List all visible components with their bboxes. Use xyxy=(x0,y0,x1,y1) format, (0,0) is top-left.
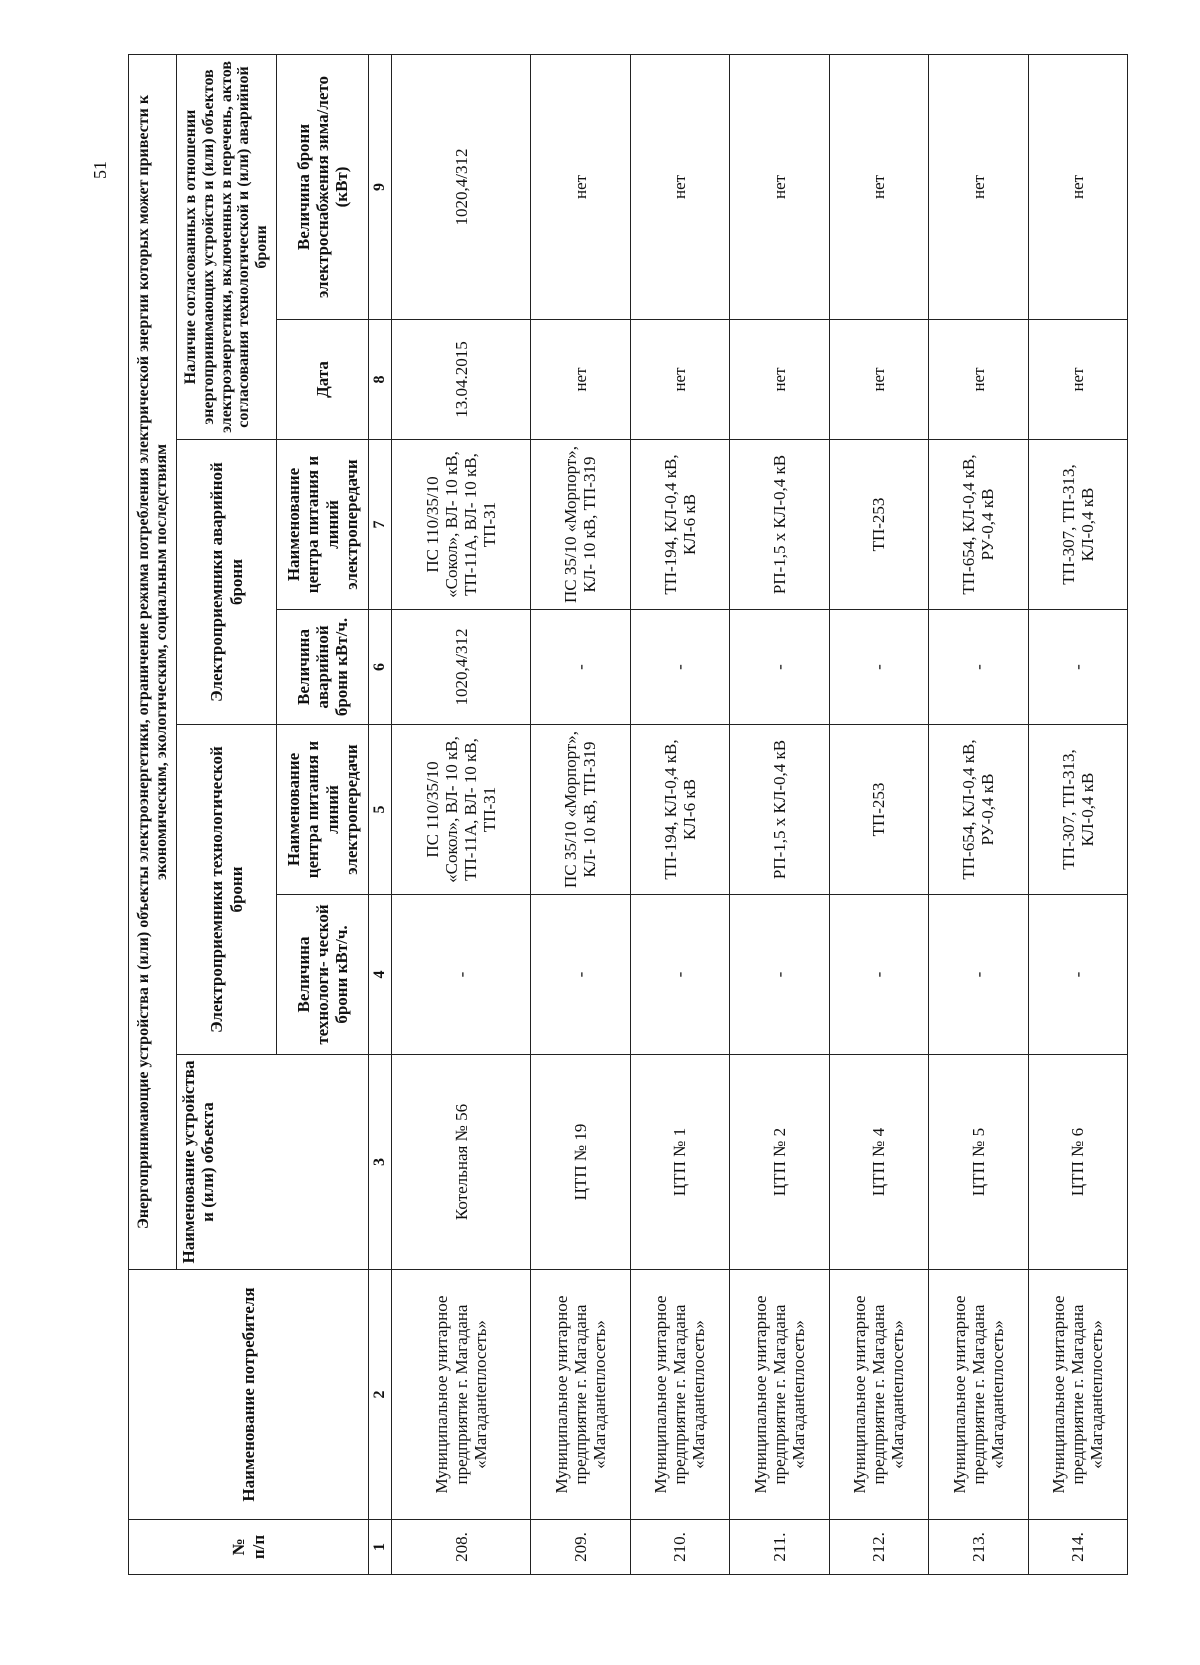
tech-value: - xyxy=(630,895,729,1055)
page-number: 51 xyxy=(89,161,110,179)
tech-center: РП-1,5 х КЛ-0,4 кВ xyxy=(730,725,829,895)
emerg-center: РП-1,5 х КЛ-0,4 кВ xyxy=(730,440,829,610)
supply-value: 1020,4/312 xyxy=(391,54,530,319)
device-name: ЦТП № 4 xyxy=(829,1055,928,1270)
emerg-value: - xyxy=(630,610,729,725)
header-device: Наименование устройства и (или) объекта xyxy=(177,1055,369,1270)
consumer-name: Муниципальное унитарное предприятие г. Магадана «Магаданteплосеть» xyxy=(829,1270,928,1520)
row-number: 210. xyxy=(630,1520,729,1575)
consumer-name: Муниципальное унитарное предприятие г. Магадана «Магаданteплосеть» xyxy=(531,1270,630,1520)
header-tech-center: Наименование центра питания и линий электропередачи xyxy=(277,725,369,895)
supply-value: нет xyxy=(730,54,829,319)
header-date: Дата xyxy=(277,320,369,440)
tech-value: - xyxy=(531,895,630,1055)
col-number: 9 xyxy=(369,54,392,319)
supply-value: нет xyxy=(531,54,630,319)
emerg-center: ТП-194, КЛ-0,4 кВ, КЛ-6 кВ xyxy=(630,440,729,610)
agreement-date: нет xyxy=(630,320,729,440)
header-supply: Величина брони электроснабжения зима/лето (кВт) xyxy=(277,54,369,319)
col-number: 6 xyxy=(369,610,392,725)
row-number: 212. xyxy=(829,1520,928,1575)
device-name: ЦТП № 6 xyxy=(1028,1055,1128,1270)
header-emerg-value: Величина аварийной брони кВт/ч. xyxy=(277,610,369,725)
col-number: 7 xyxy=(369,440,392,610)
tech-center: ТП-253 xyxy=(829,725,928,895)
emerg-center: ТП-307, ТП-313, КЛ-0,4 кВ xyxy=(1028,440,1128,610)
table-row xyxy=(630,54,729,1574)
consumer-name: Муниципальное унитарное предприятие г. Магадана «Магаданteплосеть» xyxy=(730,1270,829,1520)
tech-value: - xyxy=(829,895,928,1055)
emerg-center: ПС 35/10 «Морпорт», КЛ- 10 кВ, ТП-319 xyxy=(531,440,630,610)
agreement-date: нет xyxy=(730,320,829,440)
tech-center: ПС 110/35/10 «Сокол», ВЛ- 10 кВ, ТП-11А, ВЛ- 10 кВ, ТП-31 xyxy=(391,725,530,895)
col-number: 8 xyxy=(369,320,392,440)
agreement-date: нет xyxy=(531,320,630,440)
consumer-name: Муниципальное унитарное предприятие г. Магадана «Магаданteплосеть» xyxy=(630,1270,729,1520)
row-number: 209. xyxy=(531,1520,630,1575)
tech-center: ТП-307, ТП-313, КЛ-0,4 кВ xyxy=(1028,725,1128,895)
supply-value: нет xyxy=(1028,54,1128,319)
column-numbers-row xyxy=(369,54,392,1574)
row-number: 211. xyxy=(730,1520,829,1575)
emerg-value: - xyxy=(929,610,1028,725)
emerg-center: ПС 110/35/10 «Сокол», ВЛ- 10 кВ, ТП-11А, ВЛ- 10 кВ, ТП-31 xyxy=(391,440,530,610)
consumers-table xyxy=(128,54,1128,1575)
col-number: 1 xyxy=(369,1520,392,1575)
supply-value: нет xyxy=(630,54,729,319)
header-tech-group: Электроприемники технологической брони xyxy=(177,725,277,1055)
table-row xyxy=(1028,54,1128,1574)
row-number: 214. xyxy=(1028,1520,1128,1575)
emerg-value: - xyxy=(829,610,928,725)
agreement-date: нет xyxy=(929,320,1028,440)
table-row xyxy=(730,54,829,1574)
tech-center: ПС 35/10 «Морпорт», КЛ- 10 кВ, ТП-319 xyxy=(531,725,630,895)
table-header xyxy=(129,54,392,1574)
tech-center: ТП-194, КЛ-0,4 кВ, КЛ-6 кВ xyxy=(630,725,729,895)
header-num: № п/п xyxy=(129,1520,369,1575)
agreement-date: нет xyxy=(1028,320,1128,440)
device-name: ЦТП № 19 xyxy=(531,1055,630,1270)
header-consumer: Наименование потребителя xyxy=(129,1270,369,1520)
col-number: 3 xyxy=(369,1055,392,1270)
table-row xyxy=(929,54,1028,1574)
agreement-date: нет xyxy=(829,320,928,440)
emerg-value: 1020,4/312 xyxy=(391,610,530,725)
rotated-table-wrapper xyxy=(128,55,1128,1575)
device-name: ЦТП № 2 xyxy=(730,1055,829,1270)
consumer-name: Муниципальное унитарное предприятие г. Магадана «Магаданteплосеть» xyxy=(929,1270,1028,1520)
consumer-name: Муниципальное унитарное предприятие г. Магадана «Магаданteплосеть» xyxy=(1028,1270,1128,1520)
consumer-name: Муниципальное унитарное предприятие г. Магадана «Магаданteплосеть» xyxy=(391,1270,530,1520)
emerg-center: ТП-253 xyxy=(829,440,928,610)
header-group: Энергопринимающие устройства и (или) объекты электроэнергетики, ограничение режима потребления электрической энергии которых может привести к экономическим, экологическим, социальным последствиям xyxy=(129,54,177,1269)
agreement-date: 13.04.2015 xyxy=(391,320,530,440)
tech-value: - xyxy=(730,895,829,1055)
col-number: 4 xyxy=(369,895,392,1055)
tech-center: ТП-654, КЛ-0,4 кВ, РУ-0,4 кВ xyxy=(929,725,1028,895)
device-name: ЦТП № 1 xyxy=(630,1055,729,1270)
emerg-value: - xyxy=(730,610,829,725)
supply-value: нет xyxy=(929,54,1028,319)
tech-value: - xyxy=(929,895,1028,1055)
emerg-value: - xyxy=(1028,610,1128,725)
emerg-center: ТП-654, КЛ-0,4 кВ, РУ-0,4 кВ xyxy=(929,440,1028,610)
tech-value: - xyxy=(391,895,530,1055)
supply-value: нет xyxy=(829,54,928,319)
table-row xyxy=(391,54,530,1574)
device-name: Котельная № 56 xyxy=(391,1055,530,1270)
table-row xyxy=(829,54,928,1574)
tech-value: - xyxy=(1028,895,1128,1055)
col-number: 5 xyxy=(369,725,392,895)
table-row xyxy=(531,54,630,1574)
header-emerg-center: Наименование центра питания и линий электропередачи xyxy=(277,440,369,610)
device-name: ЦТП № 5 xyxy=(929,1055,1028,1270)
header-agreed-group: Наличие согласованных в отношении энергопринимающих устройств и (или) объектов электроэнергетики, включенных в перечень, актов согласования технологической и (или) аварийной брони xyxy=(177,54,277,439)
row-number: 213. xyxy=(929,1520,1028,1575)
table-body xyxy=(391,54,1127,1574)
row-number: 208. xyxy=(391,1520,530,1575)
col-number: 2 xyxy=(369,1270,392,1520)
emerg-value: - xyxy=(531,610,630,725)
header-tech-value: Величина технологи- ческой брони кВт/ч. xyxy=(277,895,369,1055)
header-emerg-group: Электроприемники аварийной брони xyxy=(177,440,277,725)
